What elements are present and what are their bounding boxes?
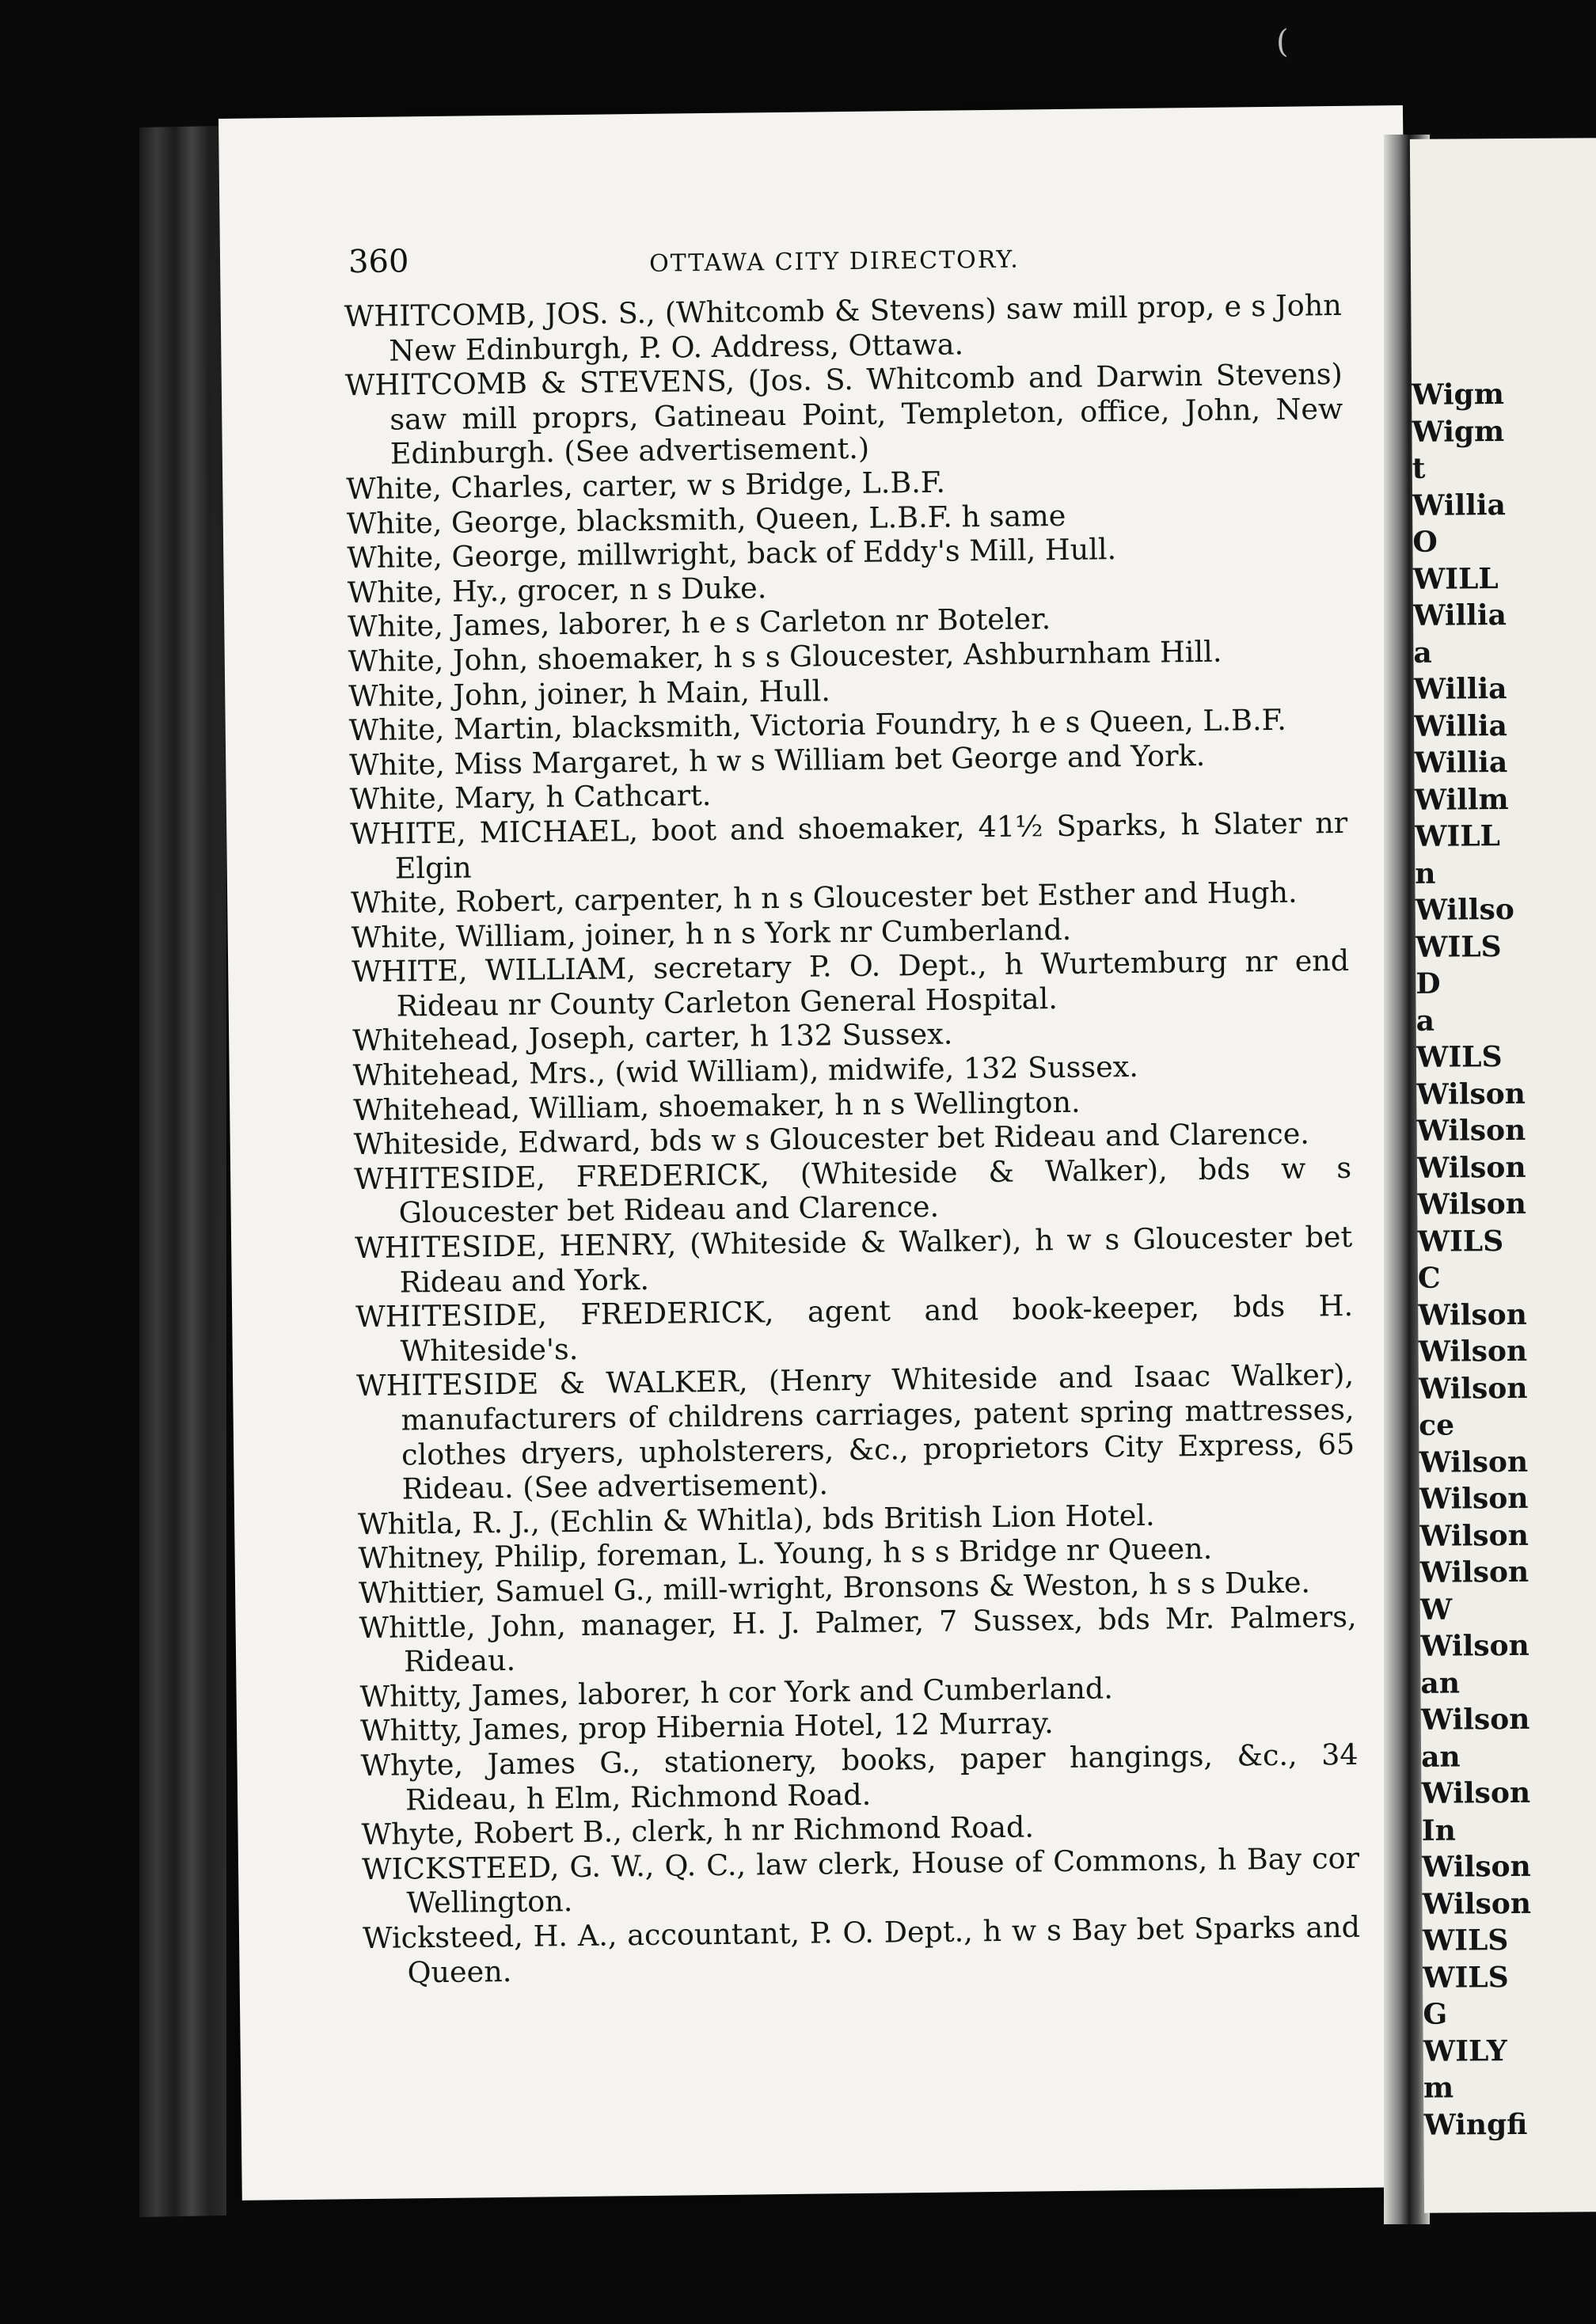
facing-page-line: G (1423, 1997, 1448, 2031)
facing-page-line: Wilson (1419, 1481, 1529, 1516)
facing-page-line: Willia (1413, 672, 1507, 706)
directory-entry: Whitney, Philip, foreman, L. Young, h s s Bridge nr Queen. (358, 1532, 1213, 1576)
page-number: 360 (348, 243, 409, 281)
directory-entry: White, Robert, carpenter, h n s Gloucester bet Esther and Hugh. (351, 875, 1298, 921)
directory-entry: WHITE, WILLIAM, secretary P. O. Dept., h Wurtemburg nr end Rideau nr County Carleton General Hospital. (351, 944, 1350, 1023)
facing-page-line: WILL (1412, 561, 1499, 596)
directory-entry: WICKSTEED, G. W., Q. C., law clerk, House of Commons, h Bay cor Wellington. (361, 1840, 1360, 1920)
facing-page-line: Wilson (1416, 1150, 1526, 1185)
facing-page-line: Wilson (1420, 1702, 1530, 1737)
directory-entry: Whittier, Samuel G., mill-wright, Bronsons & Weston, h s s Duke. (358, 1565, 1311, 1611)
facing-page-line: WILL (1414, 819, 1501, 853)
directory-entry: WHITCOMB, JOS. S., (Whitcomb & Stevens) saw mill prop, e s John New Edinburgh, P. O. Address, Ottawa. (344, 287, 1343, 368)
directory-entry: White, Charles, carter, w s Bridge, L.B.F. (346, 465, 946, 507)
directory-entry: White, Mary, h Cathcart. (349, 778, 712, 817)
directory-entry: White, George, millwright, back of Eddy's Mill, Hull. (347, 532, 1117, 575)
facing-page-line: Wilson (1416, 1077, 1526, 1111)
facing-page-line: Wilson (1421, 1775, 1531, 1810)
directory-entry: WHITESIDE, FREDERICK, (Whiteside & Walker), bds w s Gloucester bet Rideau and Clarence. (353, 1150, 1352, 1230)
facing-page-line: Wigm (1412, 414, 1505, 449)
facing-page-line: a (1416, 1004, 1435, 1038)
directory-entries (344, 288, 1361, 1990)
facing-page-line: C (1417, 1261, 1441, 1295)
facing-page-line: Wilson (1418, 1297, 1527, 1332)
facing-page-line: Willso (1415, 892, 1514, 927)
directory-entry: WHITCOMB & STEVENS, (Jos. S. Whitcomb and Darwin Stevens) saw mill proprs, Gatineau Point, Templeton, office, John, New Edinburgh. (See advertisement.) (344, 357, 1343, 471)
directory-entry: White, Hy., grocer, n s Duke. (347, 570, 767, 609)
directory-entry: Whitla, R. J., (Echlin & Whitla), bds British Lion Hotel. (357, 1498, 1155, 1541)
facing-page-line: Wilson (1419, 1445, 1529, 1479)
facing-page (1410, 138, 1596, 2213)
directory-entry: Whitty, James, prop Hibernia Hotel, 12 Murray. (359, 1706, 1054, 1749)
facing-page-line: Wilson (1419, 1518, 1529, 1553)
facing-page-line: m (1423, 2071, 1454, 2105)
facing-page-line: Wigm (1411, 378, 1505, 412)
directory-entry: WHITESIDE & WALKER, (Henry Whiteside and Isaac Walker), manufacturers of childrens carriages, patent spring mattresses, clothes dryers, upholsterers, &c., proprietors City Express, 65 Rideau. (See advertisement). (355, 1358, 1355, 1506)
facing-page-line: Wingfi (1423, 2107, 1528, 2142)
directory-entry: WHITESIDE, FREDERICK, agent and book-keeper, bds H. Whiteside's. (355, 1289, 1354, 1369)
facing-page-line: Wilson (1421, 1849, 1531, 1884)
facing-page-line: an (1420, 1739, 1461, 1774)
facing-page-line: Wilson (1417, 1187, 1527, 1221)
directory-entry: Whyte, James G., stationery, books, paper hangings, &c., 34 Rideau, h Elm, Richmond Road. (360, 1737, 1358, 1817)
directory-entry: White, John, shoemaker, h s s Gloucester, Ashburnham Hill. (348, 634, 1222, 679)
facing-page-line: Wilson (1422, 1886, 1532, 1921)
facing-page-line: WILS (1417, 1224, 1504, 1259)
facing-page-line: O (1412, 525, 1438, 559)
book-spine-edge (139, 126, 226, 2217)
facing-page-line: Wilson (1419, 1555, 1530, 1589)
facing-page-line: D (1416, 966, 1441, 1001)
facing-page-line: Willia (1414, 746, 1508, 780)
facing-page-line: a (1413, 636, 1432, 670)
facing-page-line: WILS (1416, 1040, 1503, 1074)
paper-speck: ( (1276, 24, 1289, 60)
facing-page-line: WILS (1422, 1960, 1509, 1995)
directory-entry: WHITE, MICHAEL, boot and shoemaker, 41½ Sparks, h Slater nr Elgin (350, 805, 1348, 886)
facing-page-line: Willm (1414, 782, 1509, 817)
facing-page-line: WILS (1415, 929, 1502, 964)
facing-page-line: WILS (1422, 1923, 1509, 1958)
facing-page-line: n (1415, 856, 1436, 890)
facing-page-line: W (1419, 1593, 1453, 1627)
running-title: OTTAWA CITY DIRECTORY. (648, 245, 1020, 278)
directory-entry: Wicksteed, H. A., accountant, P. O. Dept., h w s Bay bet Sparks and Queen. (362, 1909, 1361, 1989)
directory-entry: Whitty, James, laborer, h cor York and Cumberland. (359, 1671, 1114, 1714)
directory-entry: White, John, joiner, h Main, Hull. (348, 673, 831, 713)
facing-page-line: WILY (1423, 2034, 1507, 2068)
directory-entry: Whitehead, William, shoemaker, h n s Wellington. (352, 1084, 1081, 1127)
directory-entry: White, William, joiner, h n s York nr Cumberland. (351, 912, 1072, 955)
facing-page-line: In (1421, 1813, 1456, 1847)
directory-entry: Whittle, John, manager, H. J. Palmer, 7 Sussex, bds Mr. Palmers, Rideau. (359, 1599, 1357, 1679)
facing-page-line: Wilson (1418, 1371, 1528, 1406)
directory-entry: White, James, laborer, h e s Carleton nr Boteler. (348, 602, 1051, 644)
facing-page-line: Willia (1413, 708, 1508, 743)
facing-page-line: ce (1419, 1408, 1455, 1442)
facing-page-line: Willia (1412, 488, 1507, 522)
facing-page-line: an (1420, 1665, 1461, 1700)
facing-page-line: Willia (1412, 598, 1507, 632)
directory-entry: Whitehead, Joseph, carter, h 132 Sussex. (352, 1017, 953, 1058)
facing-page-line: Wilson (1418, 1334, 1528, 1369)
facing-page-text (1412, 375, 1596, 2144)
directory-entry: White, Miss Margaret, h w s William bet George and York. (349, 738, 1206, 782)
directory-entry: White, Martin, blacksmith, Victoria Foundry, h e s Queen, L.B.F. (348, 702, 1287, 748)
directory-entry: Whiteside, Edward, bds w s Gloucester bet Rideau and Clarence. (353, 1116, 1310, 1162)
directory-entry: Whyte, Robert B., clerk, h nr Richmond Road. (361, 1809, 1035, 1852)
directory-entry: Whitehead, Mrs., (wid William), midwife, 132 Sussex. (352, 1049, 1139, 1093)
facing-page-line: Wilson (1420, 1628, 1530, 1663)
directory-entry: WHITESIDE, HENRY, (Whiteside & Walker), h w s Gloucester bet Rideau and York. (354, 1219, 1353, 1300)
facing-page-line: Wilson (1416, 1113, 1526, 1148)
facing-page-line: t (1412, 451, 1426, 485)
directory-entry: White, George, blacksmith, Queen, L.B.F. h same (346, 498, 1066, 541)
directory-page (218, 105, 1427, 2201)
